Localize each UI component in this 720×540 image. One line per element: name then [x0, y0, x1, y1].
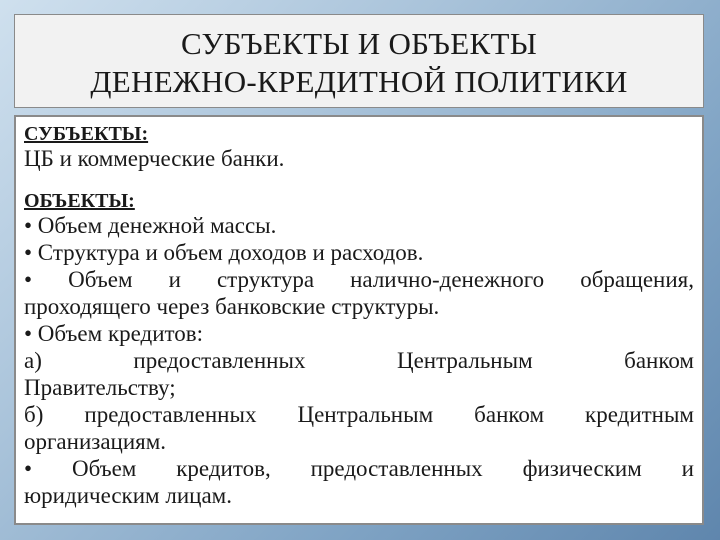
- objects-line-1: • Объем денежной массы.: [24, 213, 277, 238]
- objects-line-5: • Объем кредитов:: [24, 321, 204, 346]
- objects-line-8: б) предоставленных Центральным банком кредитным: [24, 402, 694, 427]
- slide-title-box: [14, 14, 704, 108]
- subjects-label: СУБЪЕКТЫ:: [24, 123, 149, 145]
- objects-line-9: организациям.: [24, 429, 167, 454]
- objects-line-10: • Объем кредитов, предоставленных физическим и: [24, 456, 694, 481]
- slide-title-line-1: СУБЪЕКТЫ И ОБЪЕКТЫ: [180, 26, 538, 61]
- subjects-text: ЦБ и коммерческие банки.: [24, 146, 285, 171]
- objects-line-3: • Объем и структура налично-денежного обращения,: [24, 267, 694, 292]
- objects-line-6: а) предоставленных Центральным банком: [24, 348, 694, 373]
- objects-line-4: проходящего через банковские структуры.: [24, 294, 440, 319]
- objects-line-11: юридическим лицам.: [24, 483, 232, 508]
- objects-label: ОБЪЕКТЫ:: [24, 190, 135, 212]
- slide-content-box: [14, 115, 704, 525]
- objects-line-7: Правительству;: [24, 375, 176, 400]
- slide-title-line-2: ДЕНЕЖНО-КРЕДИТНОЙ ПОЛИТИКИ: [90, 64, 628, 99]
- objects-line-2: • Структура и объем доходов и расходов.: [24, 240, 424, 265]
- section-gap: [24, 172, 694, 190]
